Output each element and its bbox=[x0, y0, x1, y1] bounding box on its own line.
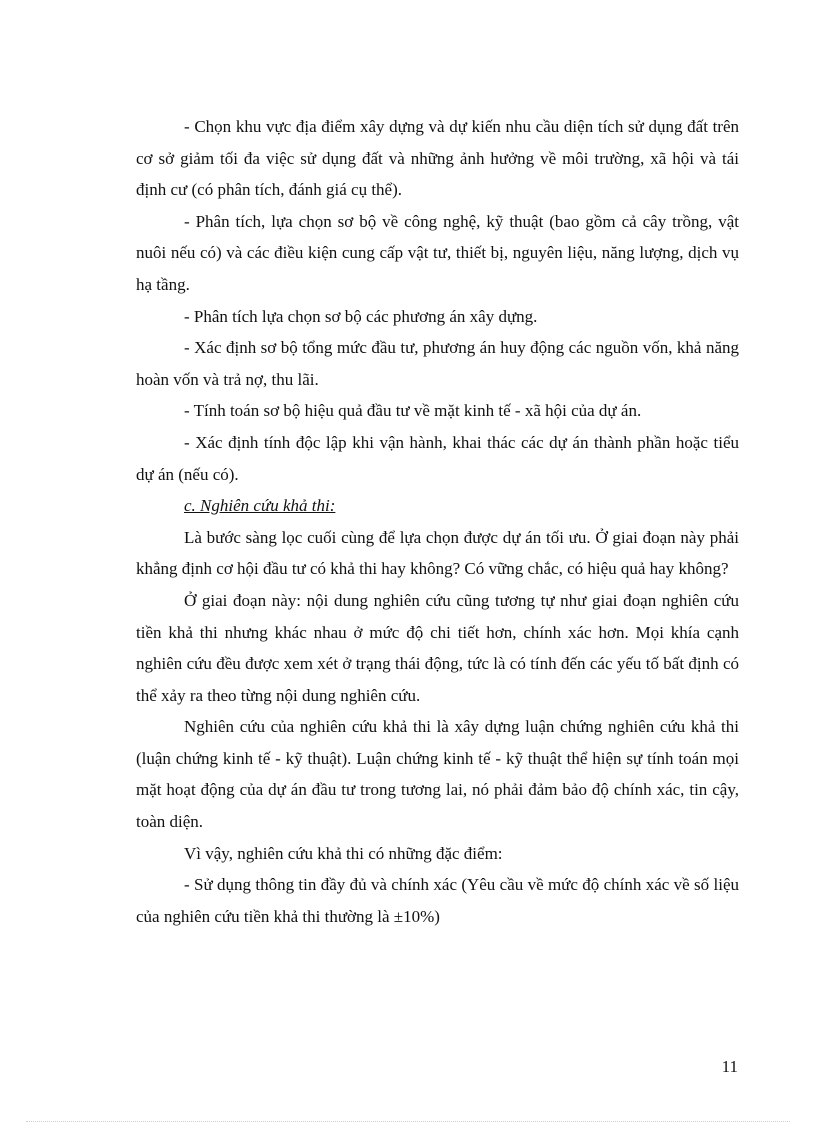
paragraph-characteristics-intro: Vì vậy, nghiên cứu khả thi có những đặc điểm: bbox=[184, 843, 503, 863]
paragraph-site-selection: - Chọn khu vực địa điểm xây dựng và dự kiến nhu cầu diện tích sử dụng đất trên cơ sở giảm tối đa việc sử dụng đất và những ảnh hưởng về môi trường, xã hội và tái định cư (có phân tích, đánh giá cụ thể). bbox=[136, 117, 739, 200]
section-heading-feasibility-study: c. Nghiên cứu khả thi: bbox=[184, 496, 336, 516]
page-number: 11 bbox=[721, 1057, 738, 1076]
footer-dotted-rule bbox=[26, 1121, 790, 1122]
paragraph-stage-content: Ở giai đoạn này: nội dung nghiên cứu cũng tương tự như giai đoạn nghiên cứu tiền khả thi nhưng khác nhau ở mức độ chi tiết hơn, chính xác hơn. Mọi khía cạnh nghiên cứu đều được xem xét ở trạng thái động, tức là có tính đến các yếu tố bất định có thể xảy ra theo từng nội dung nghiên cứu. bbox=[136, 590, 739, 705]
paragraph-feasibility-justification: Nghiên cứu của nghiên cứu khả thi là xây dựng luận chứng nghiên cứu khả thi (luận chứng kinh tế - kỹ thuật). Luận chứng kinh tế - kỹ thuật thể hiện sự tính toán mọi mặt hoạt động của dự án đầu tư trong tương lai, nó phải đảm bảo độ chính xác, tin cậy, toàn diện. bbox=[136, 717, 739, 832]
paragraph-construction-options: - Phân tích lựa chọn sơ bộ các phương án xây dựng. bbox=[184, 306, 538, 326]
paragraph-final-screening: Là bước sàng lọc cuối cùng để lựa chọn được dự án tối ưu. Ở giai đoạn này phải khẳng định cơ hội đầu tư có khả thi hay không? Có vững chắc, có hiệu quả hay không? bbox=[136, 527, 739, 579]
paragraph-socioeconomic-efficiency: - Tính toán sơ bộ hiệu quả đầu tư về mặt kinh tế - xã hội của dự án. bbox=[184, 401, 642, 421]
paragraph-technology-analysis: - Phân tích, lựa chọn sơ bộ về công nghệ, kỹ thuật (bao gồm cả cây trồng, vật nuôi nếu có) và các điều kiện cung cấp vật tư, thiết bị, nguyên liệu, năng lượng, dịch vụ hạ tầng. bbox=[136, 211, 739, 294]
paragraph-investment-capital: - Xác định sơ bộ tổng mức đầu tư, phương án huy động các nguồn vốn, khả năng hoàn vốn và trả nợ, thu lãi. bbox=[136, 338, 739, 389]
paragraph-accurate-information: - Sử dụng thông tin đầy đủ và chính xác (Yêu cầu về mức độ chính xác về số liệu của nghiên cứu tiền khả thi thường là ±10%) bbox=[136, 875, 739, 926]
paragraph-subproject-independence: - Xác định tính độc lập khi vận hành, khai thác các dự án thành phần hoặc tiểu dự án (nếu có). bbox=[136, 432, 739, 484]
document-body bbox=[136, 111, 739, 932]
